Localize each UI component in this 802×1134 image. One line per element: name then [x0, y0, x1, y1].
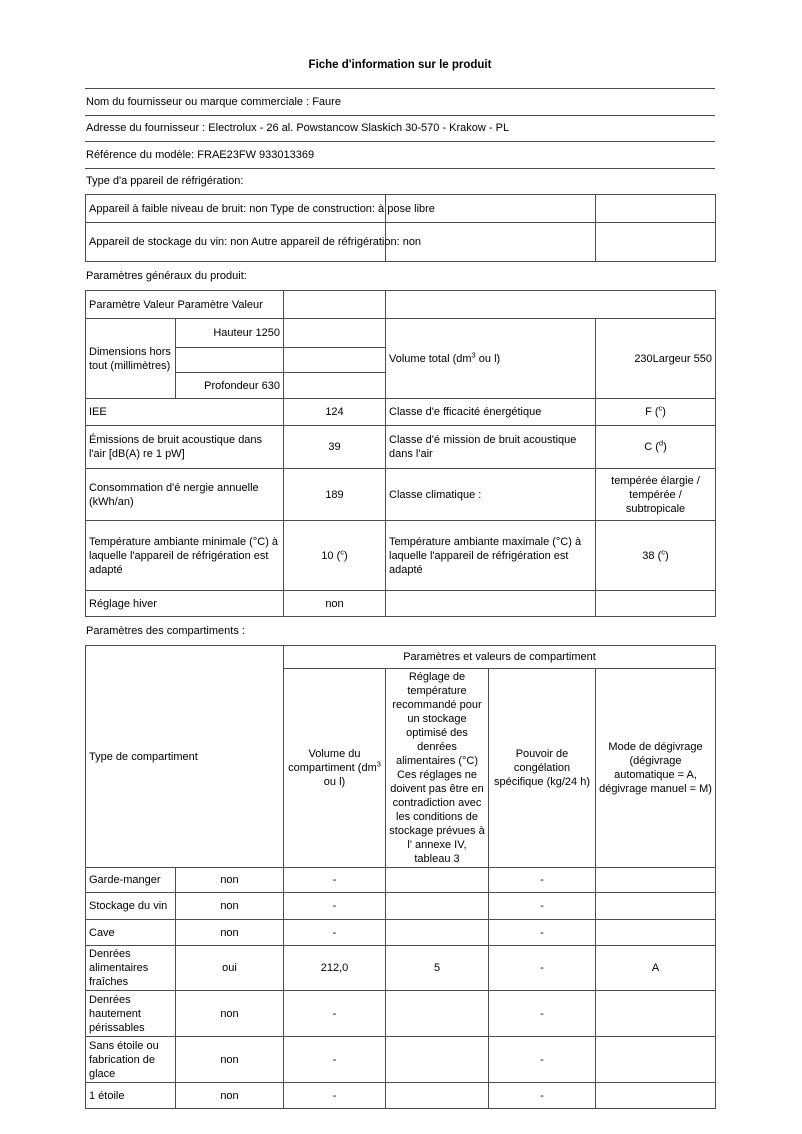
empty-cell	[176, 348, 284, 373]
compartment-volume-cell: -	[284, 868, 386, 893]
page-title: Fiche d'information sur le produit	[308, 59, 492, 71]
general-parameters-table	[85, 290, 716, 617]
table-row	[86, 1083, 716, 1109]
compartment-name-cell: Denrées hautement périssables	[86, 991, 176, 1037]
noise-class-value-cell: C ($^d$)	[596, 426, 716, 469]
table-row	[86, 195, 716, 223]
volume-total-label-cell: Volume total ($dm^3$ ou l)	[386, 319, 596, 399]
model-reference-text: Référence du modèle: FRAE23FW 933013369	[86, 148, 315, 161]
empty-cell	[284, 373, 386, 399]
empty-cell	[596, 591, 716, 617]
compartment-temp-cell	[386, 1037, 489, 1083]
compartment-volume-cell: -	[284, 893, 386, 920]
general-parameters-heading-text: Paramètres généraux du produit:	[86, 270, 247, 282]
general-parameters-heading	[85, 262, 715, 290]
min-temperature-label-cell: Température ambiante minimale (°C) à laquelle l'appareil de réfrigération est adapté	[86, 521, 284, 591]
depth-value-cell: Profondeur 630	[176, 373, 284, 399]
supplier-name-row	[85, 88, 715, 115]
volume-header-cell: Volume du compartiment ($dm^3$ ou l)	[284, 669, 386, 868]
compartment-temp-cell: 5	[386, 946, 489, 991]
table-row	[86, 291, 716, 319]
table-row	[86, 991, 716, 1037]
table-row	[86, 920, 716, 946]
compartment-span-header-cell: Paramètres et valeurs de compartiment	[284, 646, 716, 669]
compartment-name-cell: 1 étoile	[86, 1083, 176, 1109]
climate-class-label-cell: Classe climatique :	[386, 469, 596, 521]
table-row	[86, 426, 716, 469]
max-temperature-label-cell: Température ambiante maximale (°C) à laquelle l'appareil de réfrigération est adapté	[386, 521, 596, 591]
empty-cell	[386, 291, 716, 319]
appliance-type-row	[85, 168, 715, 195]
compartment-type-header-cell: Type de compartiment	[86, 646, 284, 868]
table-row	[86, 591, 716, 617]
footnote-superscript: c	[661, 546, 666, 556]
energy-class-label-cell: Classe d'e fficacité énergétique	[386, 399, 596, 426]
empty-cell	[596, 195, 716, 223]
winter-setting-value-cell: non	[284, 591, 386, 617]
superscript-3: 3	[376, 759, 381, 769]
compartment-volume-cell: -	[284, 920, 386, 946]
compartment-present-cell: non	[176, 1037, 284, 1083]
table-row	[86, 521, 716, 591]
compartment-freezing-cell: -	[489, 946, 596, 991]
compartment-defrost-cell: A	[596, 946, 716, 991]
compartment-present-cell: non	[176, 1083, 284, 1109]
iee-label-cell: IEE	[86, 399, 284, 426]
supplier-name-text: Nom du fournisseur ou marque commerciale : Faure	[86, 95, 341, 108]
energy-class-value-cell: F ($^c$)	[596, 399, 716, 426]
noise-emissions-value-cell: 39	[284, 426, 386, 469]
compartment-defrost-cell	[596, 991, 716, 1037]
compartment-volume-cell: -	[284, 1037, 386, 1083]
winter-setting-label-cell: Réglage hiver	[86, 591, 284, 617]
compartment-name-cell: Garde-manger	[86, 868, 176, 893]
compartment-freezing-cell: -	[489, 868, 596, 893]
dimensions-label-cell: Dimensions hors tout (millimètres)	[86, 319, 176, 399]
wine-storage-cell	[86, 223, 422, 262]
compartment-volume-cell: -	[284, 991, 386, 1037]
compartment-defrost-cell	[596, 1083, 716, 1109]
compartment-name-cell: Cave	[86, 920, 176, 946]
footnote-superscript: d	[658, 438, 664, 448]
noise-and-construction-cell	[86, 195, 435, 223]
table-row	[86, 1037, 716, 1083]
supplier-address-text: Adresse du fournisseur : Electrolux - 26 al. Powstancow Slaskich 30-570 - Krakow - PL	[86, 122, 510, 135]
supplier-address-row	[85, 115, 715, 142]
table-row	[86, 223, 716, 262]
noise-and-construction-text: Appareil à faible niveau de bruit: non Type de construction: à pose libre	[89, 202, 435, 215]
freezing-capacity-header-cell: Pouvoir de congélation spécifique (kg/24 h)	[489, 669, 596, 868]
compartment-volume-cell: 212,0	[284, 946, 386, 991]
table-row	[86, 469, 716, 521]
construction-table	[85, 194, 716, 262]
table-row	[86, 646, 716, 669]
wine-storage-text: Appareil de stockage du vin: non Autre appareil de réfrigération: non	[89, 236, 422, 248]
compartment-present-cell: non	[176, 920, 284, 946]
compartment-freezing-cell: -	[489, 893, 596, 920]
footnote-superscript: c	[340, 546, 345, 556]
volume-total-value-cell: 230Largeur 550	[596, 319, 716, 399]
height-value-cell: Hauteur 1250	[176, 319, 284, 348]
parameter-value-header-cell: Paramètre Valeur Paramètre Valeur	[86, 291, 284, 319]
table-row	[86, 868, 716, 893]
noise-class-label-cell: Classe d'é mission de bruit acoustique dans l'air	[386, 426, 596, 469]
compartment-defrost-cell	[596, 1037, 716, 1083]
temperature-setting-header-cell: Réglage de température recommandé pour un stockage optimisé des denrées alimentaires (°C) Ces réglages ne doivent pas être en contradiction avec les conditions de stockage prévues à l' annexe IV, tableau 3	[386, 669, 489, 868]
annual-consumption-value-cell: 189	[284, 469, 386, 521]
iee-value-cell: 124	[284, 399, 386, 426]
empty-cell	[596, 223, 716, 262]
table-row	[86, 319, 716, 348]
appliance-type-text: Type d'a ppareil de réfrigération:	[86, 175, 244, 188]
compartment-freezing-cell: -	[489, 1083, 596, 1109]
table-row	[86, 893, 716, 920]
compartment-present-cell: non	[176, 868, 284, 893]
compartments-heading	[85, 617, 715, 645]
compartment-name-cell: Sans étoile ou fabrication de glace	[86, 1037, 176, 1083]
compartment-present-cell: non	[176, 991, 284, 1037]
compartment-freezing-cell: -	[489, 991, 596, 1037]
climate-class-value-cell: tempérée élargie / tempérée / subtropicale	[596, 469, 716, 521]
footnote-superscript: c	[658, 403, 663, 413]
max-temperature-value-cell: 38 ($^c$)	[596, 521, 716, 591]
compartment-name-cell: Stockage du vin	[86, 893, 176, 920]
empty-cell	[284, 291, 386, 319]
compartment-defrost-cell	[596, 893, 716, 920]
compartment-present-cell: non	[176, 893, 284, 920]
compartment-freezing-cell: -	[489, 920, 596, 946]
empty-cell	[284, 348, 386, 373]
compartment-freezing-cell: -	[489, 1037, 596, 1083]
annual-consumption-label-cell: Consommation d'é nergie annuelle (kWh/an)	[86, 469, 284, 521]
compartment-name-cell: Denrées alimentaires fraîches	[86, 946, 176, 991]
compartment-volume-cell: -	[284, 1083, 386, 1109]
compartment-defrost-cell	[596, 868, 716, 893]
compartment-temp-cell	[386, 868, 489, 893]
min-temperature-value-cell: 10 ($^c$)	[284, 521, 386, 591]
superscript-3: 3	[471, 349, 476, 359]
compartments-heading-text: Paramètres des compartiments :	[86, 625, 245, 637]
defrost-mode-header-cell: Mode de dégivrage (dégivrage automatique = A, dégivrage manuel = M)	[596, 669, 716, 868]
compartments-table	[85, 645, 716, 1109]
compartment-temp-cell	[386, 1083, 489, 1109]
compartment-temp-cell	[386, 920, 489, 946]
compartment-present-cell: oui	[176, 946, 284, 991]
empty-cell	[284, 319, 386, 348]
compartment-temp-cell	[386, 991, 489, 1037]
noise-emissions-label-cell: Émissions de bruit acoustique dans l'air [dB(A) re 1 pW]	[86, 426, 284, 469]
empty-cell	[386, 591, 596, 617]
compartment-temp-cell	[386, 893, 489, 920]
table-row	[86, 946, 716, 991]
compartment-defrost-cell	[596, 920, 716, 946]
table-row	[86, 399, 716, 426]
model-reference-row	[85, 141, 715, 168]
